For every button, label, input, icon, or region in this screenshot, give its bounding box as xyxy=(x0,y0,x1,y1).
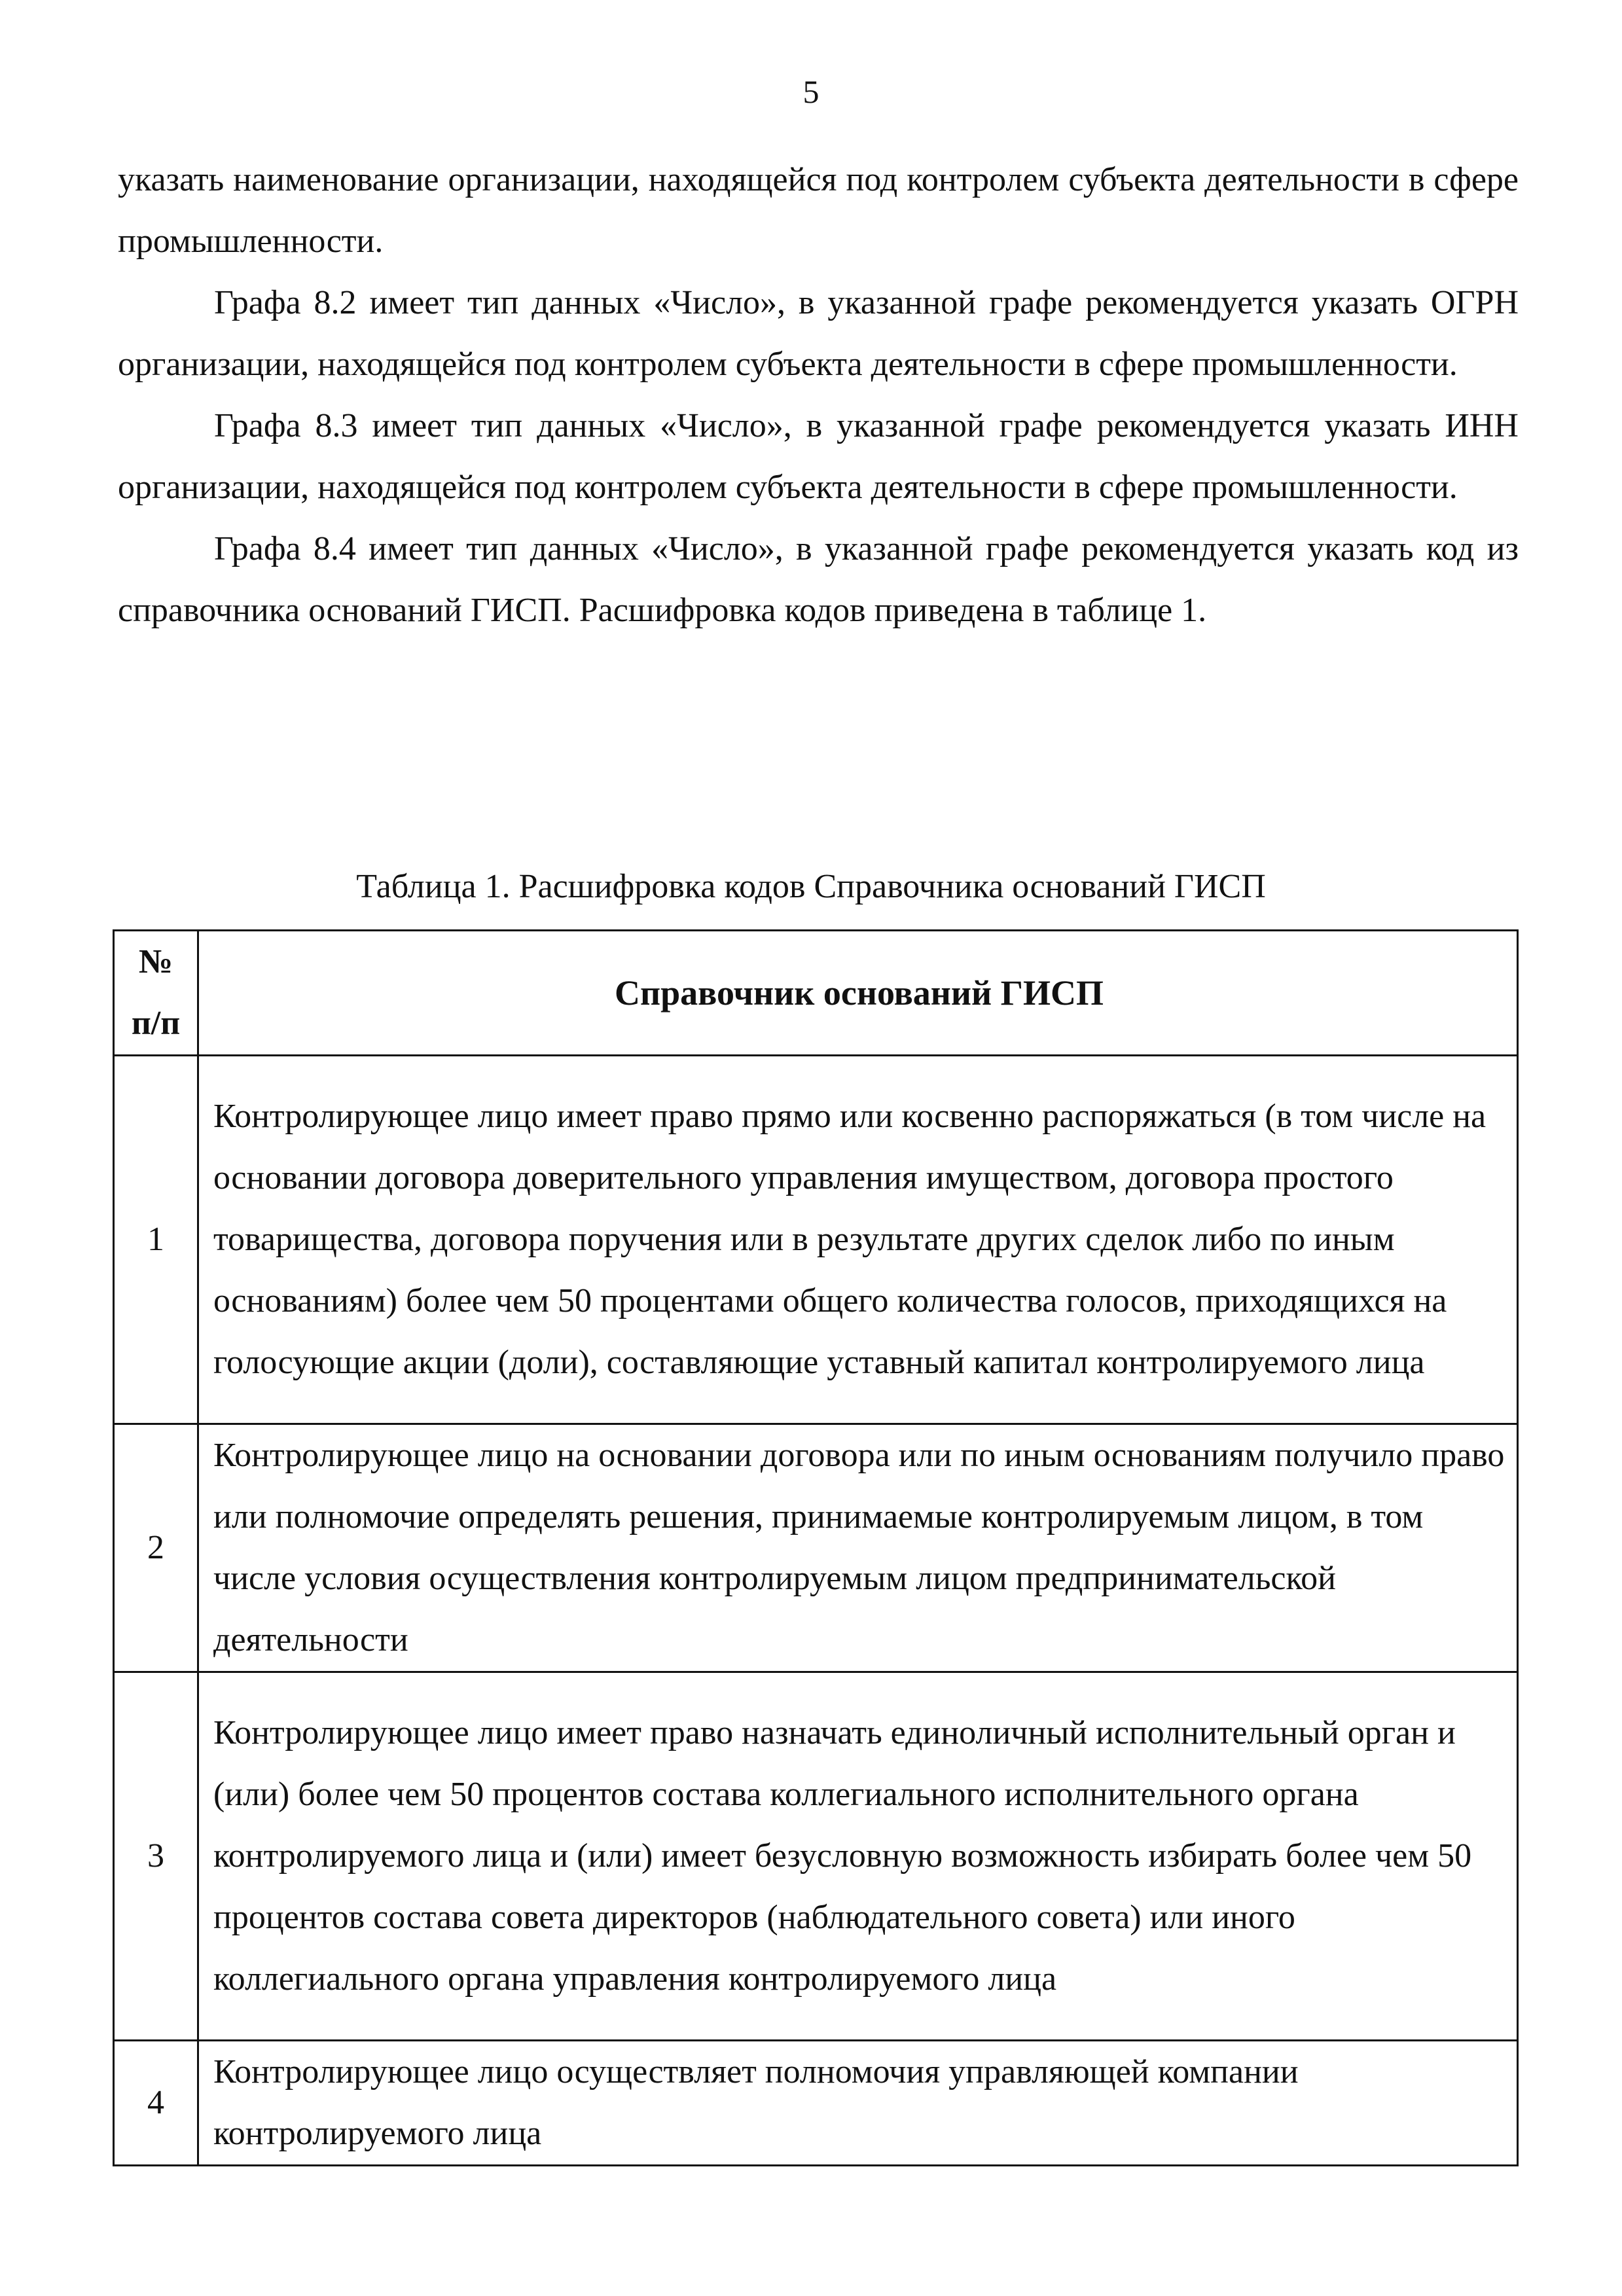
row-text: Контролирующее лицо имеет право прямо или косвенно распоряжаться (в том числе на основании договора доверительного управления имуществом, договора простого товарищества, договора поручения или в результате других сделок либо по иным основаниям) более чем 50 процентами общего количества голосов, приходящихся на голосующие акции (доли), составляющие уставный капитал контролируемого лица xyxy=(198,1056,1518,1424)
body-text xyxy=(118,149,1519,641)
table-row xyxy=(114,1424,1518,1672)
row-number: 1 xyxy=(114,1056,198,1424)
page-number: 5 xyxy=(802,73,820,110)
row-text: Контролирующее лицо имеет право назначать единоличный исполнительный орган и (или) более чем 50 процентов состава коллегиального исполнительного органа контролируемого лица и (или) имеет безусловную возможность избирать более чем 50 процентов состава совета директоров (наблюдательного совета) или иного коллегиального органа управления контролируемого лица xyxy=(198,1672,1518,2041)
paragraph-column-8-4: Графа 8.4 имеет тип данных «Число», в указанной графе рекомендуется указать код из справочника оснований ГИСП. Расшифровка кодов приведена в таблице 1. xyxy=(118,530,1519,629)
row-text: Контролирующее лицо осуществляет полномочия управляющей компании контролируемого лица xyxy=(198,2041,1518,2166)
paragraph-column-8-2: Графа 8.2 имеет тип данных «Число», в указанной графе рекомендуется указать ОГРН организации, находящейся под контролем субъекта деятельности в сфере промышленности. xyxy=(118,284,1519,383)
table-row xyxy=(114,1056,1518,1424)
paragraph-continuation: указать наименование организации, находящейся под контролем субъекта деятельности в сфере промышленности. xyxy=(118,161,1519,260)
header-number-cell xyxy=(114,931,198,1056)
header-title-cell: Справочник оснований ГИСП xyxy=(198,931,1518,1056)
table-row xyxy=(114,2041,1518,2166)
paragraph-column-8-3: Графа 8.3 имеет тип данных «Число», в указанной графе рекомендуется указать ИНН организации, находящейся под контролем субъекта деятельности в сфере промышленности. xyxy=(118,407,1519,506)
row-text: Контролирующее лицо на основании договора или по иным основаниям получило право или полномочие определять решения, принимаемые контролируемым лицом, в том числе условия осуществления контролируемым лицом предпринимательской деятельности xyxy=(198,1424,1518,1672)
header-number-label: п/п xyxy=(131,1005,181,1042)
table-header-row xyxy=(114,931,1518,1056)
row-number: 2 xyxy=(114,1424,198,1672)
table-row xyxy=(114,1672,1518,2041)
codes-table xyxy=(113,929,1519,2166)
table-caption: Таблица 1. Расшифровка кодов Справочника оснований ГИСП xyxy=(356,868,1266,905)
row-number: 3 xyxy=(114,1672,198,2041)
row-number: 4 xyxy=(114,2041,198,2166)
header-number-symbol: № xyxy=(138,943,173,980)
